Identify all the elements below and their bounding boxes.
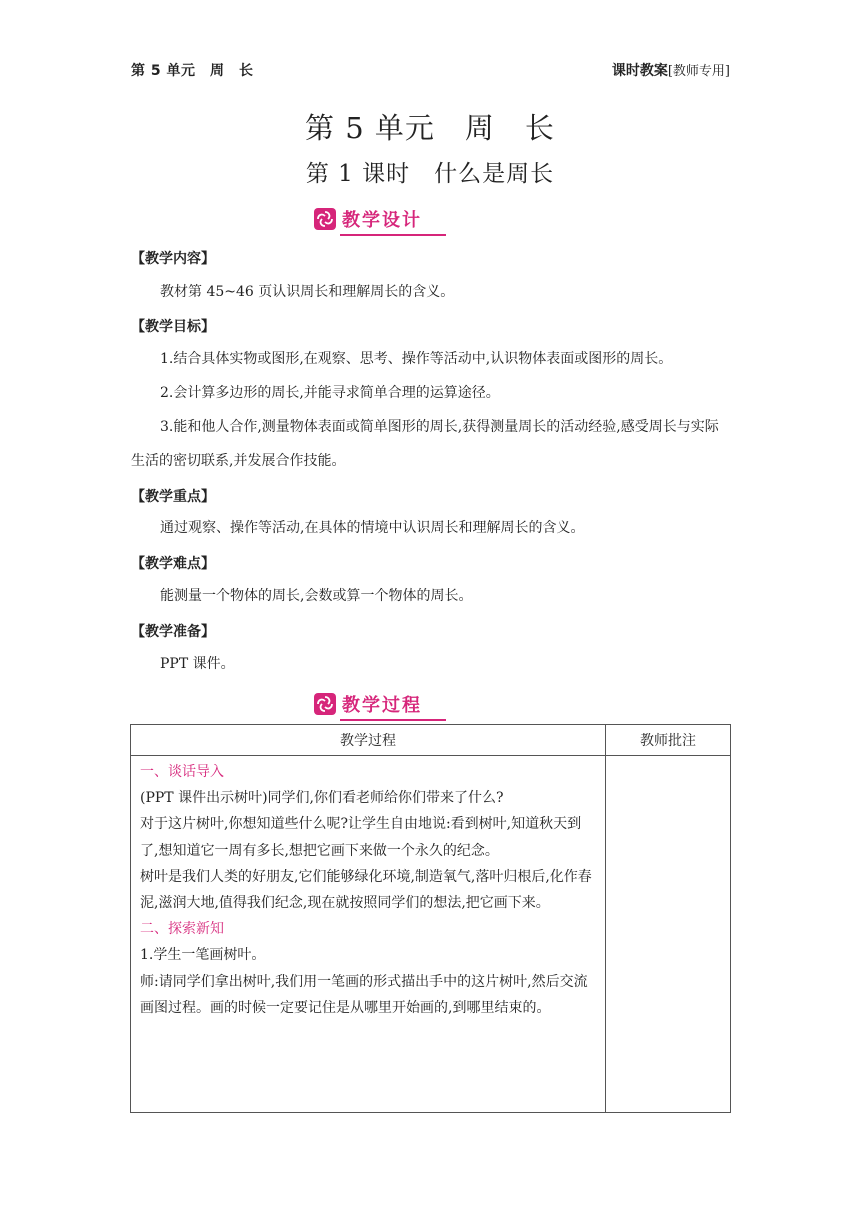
lesson-title: 第 1 课时 什么是周长 (305, 161, 555, 187)
goal-2: 2.会计算多边形的周长,并能寻求简单合理的运算途径。 (160, 385, 500, 401)
difficulty-text: 能测量一个物体的周长,会数或算一个物体的周长。 (160, 588, 473, 604)
content-text: 教材第 45~46 页认识周长和理解周长的含义。 (160, 284, 455, 300)
flower-logo-icon (314, 693, 336, 715)
goal-3: 3.能和他人合作,测量物体表面或简单图形的周长,获得测量周长的活动经验,感受周长与实际生活的密切联系,并发展合作技能。 (131, 419, 719, 469)
header-doc-type (612, 60, 730, 80)
design-banner (314, 205, 422, 233)
unit-title: 第 5 单元 周 长 (305, 111, 555, 145)
key-text: 通过观察、操作等活动,在具体的情境中认识周长和理解周长的含义。 (160, 520, 585, 536)
header-doc-sub: [教师专用] (667, 64, 730, 79)
prep-text: PPT 课件。 (160, 656, 235, 672)
process-cell (131, 756, 606, 1113)
header-unit: 第 5 单元 周 长 (131, 63, 254, 79)
goal-1: 1.结合具体实物或图形,在观察、思考、操作等活动中,认识物体表面或图形的周长。 (160, 351, 673, 367)
process-table (130, 724, 731, 1113)
content-heading: 【教学内容】 (131, 251, 215, 267)
difficulty-heading: 【教学难点】 (131, 556, 215, 572)
goals-heading: 【教学目标】 (131, 319, 215, 335)
key-heading: 【教学重点】 (131, 489, 215, 505)
process-line: 树叶是我们人类的好朋友,它们能够绿化环境,制造氧气,落叶归根后,化作春泥,滋润大地,值得我们纪念,现在就按照同学们的想法,把它画下来。 (140, 868, 592, 912)
section-explore-heading: 二、探索新知 (140, 921, 224, 938)
flower-logo-icon (314, 208, 336, 230)
table-header-row (131, 725, 731, 756)
process-banner-label: 教学过程 (342, 695, 422, 716)
notes-cell[interactable] (606, 756, 731, 1113)
process-line: 师:请同学们拿出树叶,我们用一笔画的形式描出手中的这片树叶,然后交流画图过程。画的时候一定要记住是从哪里开始画的,到哪里结束的。 (140, 973, 588, 1016)
process-line: 1.学生一笔画树叶。 (140, 947, 266, 964)
header-doc-main: 课时教案 (611, 63, 668, 79)
prep-heading: 【教学准备】 (131, 624, 215, 640)
table-row (131, 756, 731, 1113)
col-header-process: 教学过程 (131, 725, 606, 756)
col-header-notes: 教师批注 (606, 725, 731, 756)
process-line: (PPT 课件出示树叶)同学们,你们看老师给你们带来了什么? (140, 790, 504, 807)
process-banner-underline (340, 719, 446, 721)
design-banner-underline (340, 234, 446, 236)
section-intro-heading: 一、谈话导入 (140, 764, 224, 780)
design-banner-label: 教学设计 (342, 210, 422, 231)
process-banner (314, 690, 422, 718)
process-line: 对于这片树叶,你想知道些什么呢?让学生自由地说:看到树叶,知道秋天到了,想知道它一周有多长,想把它画下来做一个永久的纪念。 (140, 816, 582, 859)
